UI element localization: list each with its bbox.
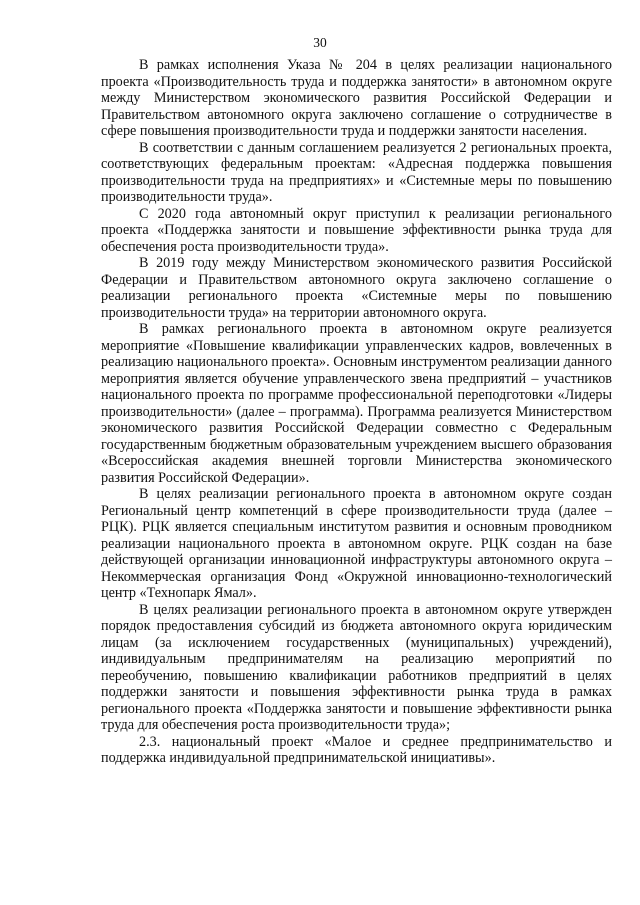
paragraph: В целях реализации регионального проекта в автономном округе утвержден порядок предоставления субсидий из бюджета автономного округа юридическим лицам (за исключением государственных (муниципальных) учреждений), индивидуальным предпринимателям на реализацию мероприятий по переобучению, повышению квалификации работников предприятий в целях поддержки занятости и повышения эффективности рынка труда в рамках регионального проекта «Поддержка занятости и повышение эффективности рынка труда для обеспечения роста производительности труда»; [101, 601, 612, 733]
paragraph: В соответствии с данным соглашением реализуется 2 региональных проекта, соответствующих федеральным проектам: «Адресная поддержка повышения производительности труда на предприятиях» и «Системные меры по повышению производительности труда». [101, 139, 612, 205]
paragraph: В целях реализации регионального проекта в автономном округе создан Региональный центр компетенций в сфере производительности труда (далее – РЦК). РЦК является специальным институтом развития и основным проводником реализации национального проекта в автономном округе. РЦК создан на базе действующей организации инновационной инфраструктуры автономного округа – Некоммерческая организация Фонд «Окружной инновационно-технологический центр «Технопарк Ямал». [101, 486, 612, 601]
paragraph: В рамках регионального проекта в автономном округе реализуется мероприятие «Повышение квалификации управленческих кадров, вовлеченных в реализацию национального проекта». Основным инструментом реализации данного мероприятия является обучение управленческого звена предприятий – участников национального проекта по программе профессиональной переподготовки «Лидеры производительности» (далее – программа). Программа реализуется Министерством экономического развития Российской Федерации совместно с Федеральным государственным бюджетным образовательным учреждением высшего образования «Всероссийская академия внешней торговли Министерства экономического развития Российской Федерации». [101, 321, 612, 486]
document-body [101, 57, 612, 767]
paragraph: С 2020 года автономный округ приступил к реализации регионального проекта «Поддержка занятости и повышение эффективности рынка труда для обеспечения роста производительности труда». [101, 205, 612, 255]
paragraph: В рамках исполнения Указа № 204 в целях реализации национального проекта «Производительность труда и поддержка занятости» в автономном округе между Министерством экономического развития Российской Федерации и Правительством автономного округа заключено соглашение о сотрудничестве в сфере повышения производительности труда и поддержки занятости населения. [101, 57, 612, 139]
page-number: 30 [313, 35, 327, 50]
paragraph: В 2019 году между Министерством экономического развития Российской Федерации и Правительством автономного округа заключено соглашение о реализации регионального проекта «Системные меры по повышению производительности труда» на территории автономного округа. [101, 255, 612, 321]
paragraph: 2.3. национальный проект «Малое и среднее предпринимательство и поддержка индивидуальной предпринимательской инициативы». [101, 733, 612, 766]
